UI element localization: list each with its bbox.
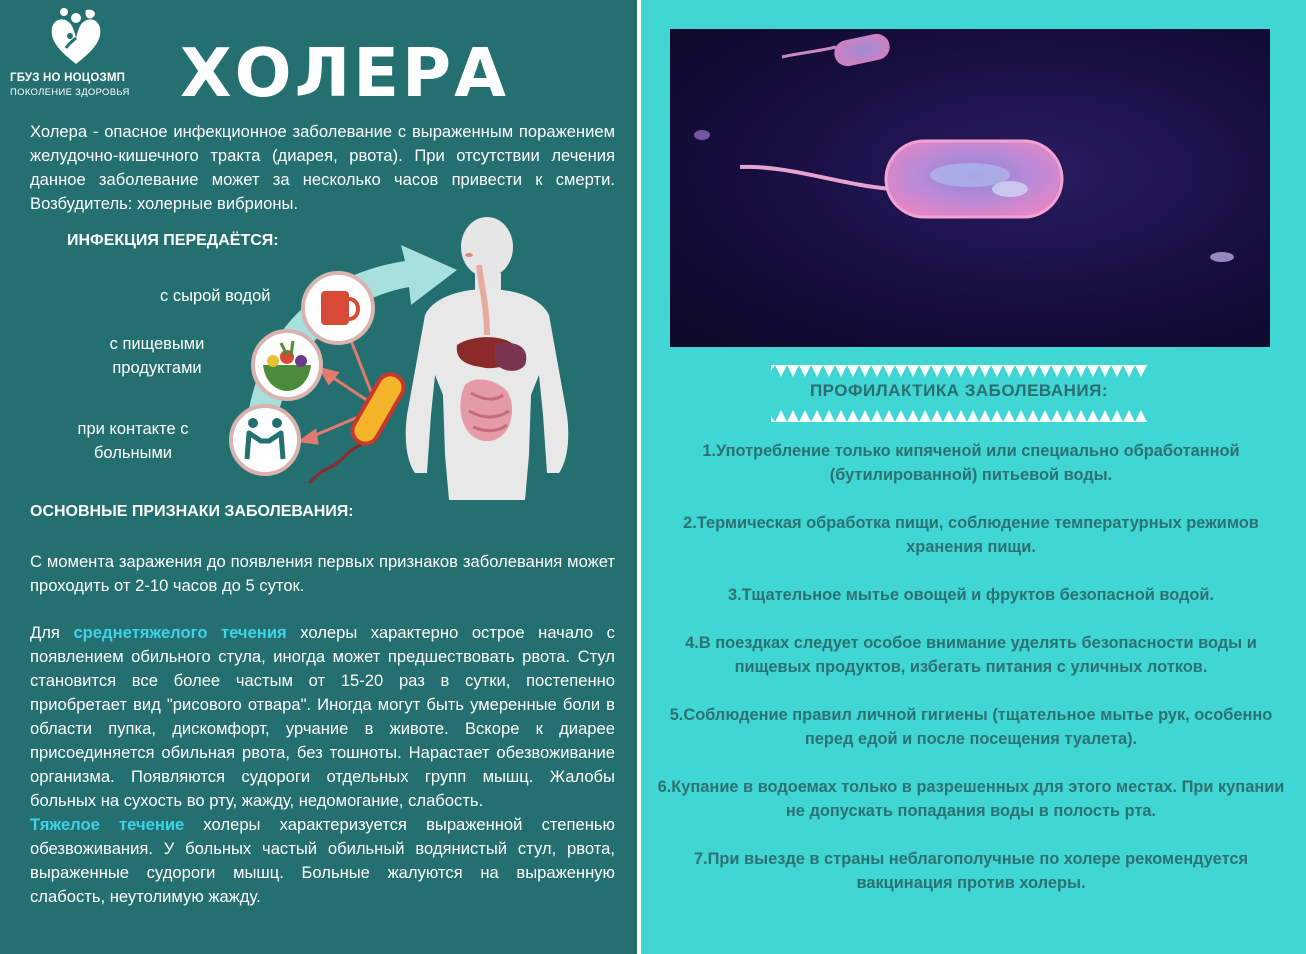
- page-title: ХОЛЕРА: [180, 34, 509, 112]
- prevention-item-3: 3.Тщательное мытье овощей и фруктов безопасной водой.: [727, 586, 1215, 604]
- moderate-course-highlight: среднетяжелого течения: [73, 623, 287, 642]
- prevention-item-1: 1.Употребление только кипяченой или специально обработанной (бутилированной) питьевой воды.: [702, 442, 1240, 484]
- panel-divider: [637, 0, 641, 954]
- zigzag-divider-top: [771, 365, 1147, 377]
- org-name: ГБУЗ НО НОЦОЗМП: [10, 72, 126, 84]
- prevention-item-4: 4.В поездках следует особое внимание уделять безопасности воды и пищевых продуктов, избегать питания с уличных лотков.: [685, 634, 1257, 676]
- route-contact-label: при контакте с больными: [77, 420, 189, 462]
- food-bowl-icon: [253, 331, 321, 399]
- handshake-icon: [231, 406, 299, 474]
- transmission-illustration: [225, 215, 585, 500]
- severe-course-text: холеры характеризуется выраженной степенью обезвоживания. У больных частый обильный водянистый стул, рвота, выраженные судороги мышц. Больные жалуются на выраженную слабость, неутолимую жажду.: [30, 815, 615, 906]
- route-water-label: с сырой водой: [160, 287, 271, 305]
- prevention-heading: ПРОФИЛАКТИКА ЗАБОЛЕВАНИЯ:: [809, 381, 1109, 400]
- prevention-item-2: 2.Термическая обработка пищи, соблюдение температурных режимов хранения пищи.: [683, 514, 1259, 556]
- zigzag-divider-bottom: [771, 410, 1147, 422]
- org-tagline: ПОКОЛЕНИЕ ЗДОРОВЬЯ: [10, 87, 130, 98]
- cup-icon: [303, 273, 373, 343]
- moderate-course-text: холеры характерно острое начало с появлением обильного стула, иногда может предшествовать рвота. Стул становится все более частым от 15-20 раз в сутки, постепенно приобретает вид "рисового отвара". Иногда могут быть умеренные боли в области пупка, дискомфорт, урчание в животе. Вскоре к диарее присоединяется обильная рвота, без тошноты. Нарастает обезвоживание организма. Появляются судороги отдельных групп мышц. Жалобы больных на сухость во рту, жажду, недомогание, слабость.: [30, 623, 615, 810]
- bacterium-icon: [309, 370, 408, 483]
- incubation-text: С момента заражения до появления первых признаков заболевания может проходить от 2-10 часов до 5 суток.: [30, 552, 615, 595]
- logo-emblem-icon: [46, 6, 106, 68]
- left-panel: [0, 0, 637, 954]
- moderate-prefix: Для: [30, 623, 74, 642]
- severe-course-highlight: Тяжелое течение: [30, 815, 185, 834]
- transmission-heading: ИНФЕКЦИЯ ПЕРЕДАЁТСЯ:: [67, 232, 279, 249]
- prevention-item-7: 7.При выезде в страны неблагополучные по холере рекомендуется вакцинация против холеры.: [693, 850, 1249, 892]
- course-description: [30, 621, 615, 909]
- intro-text: Холера - опасное инфекционное заболевание с выраженным поражением желудочно-кишечного тракта (диарея, рвота). При отсутствии лечения данное заболевание может за несколько часов привести к смерти. Возбудитель: холерные вибрионы.: [30, 122, 615, 213]
- vibrio-bacteria-icon: [670, 29, 1270, 347]
- signs-heading: ОСНОВНЫЕ ПРИЗНАКИ ЗАБОЛЕВАНИЯ:: [30, 503, 354, 520]
- route-food-label: с пищевыми продуктами: [109, 335, 205, 377]
- vibrio-microscope-image: [670, 29, 1270, 347]
- prevention-item-6: 6.Купание в водоемах только в разрешенных для этого местах. При купании не допускать попадания воды в полость рта.: [657, 778, 1285, 820]
- logo: [10, 6, 140, 98]
- prevention-item-5: 5.Соблюдение правил личной гигиены (тщательное мытье рук, особенно перед едой и после посещения туалета).: [669, 706, 1273, 748]
